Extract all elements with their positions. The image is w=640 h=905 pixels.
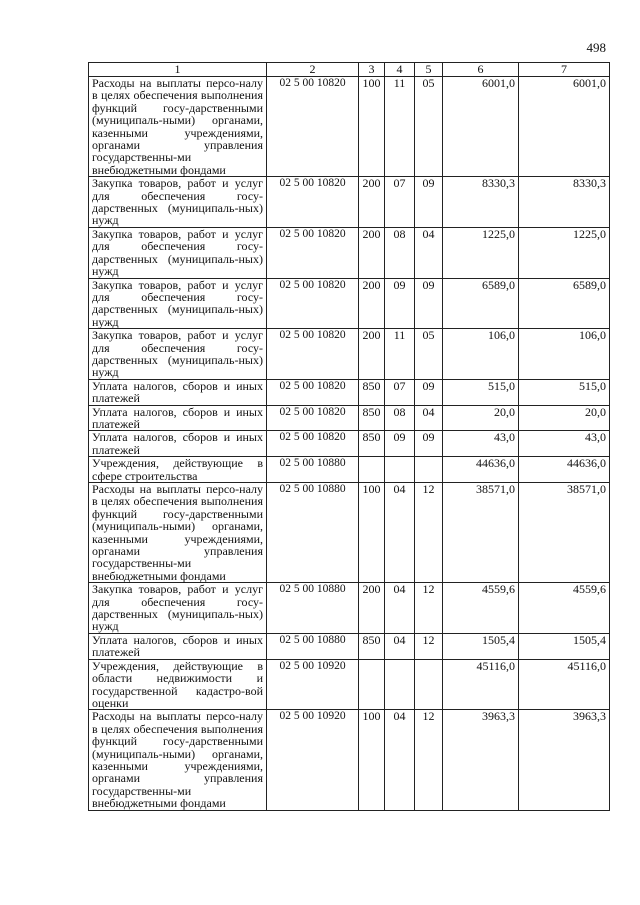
row-col6-value: 38571,0: [443, 483, 519, 583]
row-col6-value: 4559,6: [443, 583, 519, 634]
table-row: [89, 278, 610, 329]
row-col3-cell: [359, 659, 385, 710]
table-row: [89, 405, 610, 431]
page-number: 498: [586, 40, 606, 55]
row-col5-cell: 12: [415, 483, 443, 583]
row-code-cell: 02 5 00 10920: [267, 659, 359, 710]
row-code-cell: 02 5 00 10820: [267, 227, 359, 278]
row-code-cell: 02 5 00 10820: [267, 379, 359, 405]
header-row: [89, 63, 610, 77]
row-col4-cell: [385, 457, 415, 483]
row-col7-value: 3963,3: [519, 710, 610, 810]
table-row: [89, 710, 610, 810]
table-row: [89, 227, 610, 278]
row-col5-cell: 09: [415, 379, 443, 405]
row-col6-value: 6001,0: [443, 77, 519, 177]
row-col5-cell: 04: [415, 405, 443, 431]
row-col5-cell: 04: [415, 227, 443, 278]
row-col4-cell: 07: [385, 177, 415, 228]
row-code-cell: 02 5 00 10880: [267, 483, 359, 583]
header-col-3: 3: [359, 63, 385, 77]
row-col5-cell: 05: [415, 77, 443, 177]
header-col-1: 1: [89, 63, 267, 77]
row-col5-cell: [415, 457, 443, 483]
row-col3-cell: 100: [359, 483, 385, 583]
row-name-cell: Расходы на выплаты персо-налу в целях обеспечения выполнения функций госу-дарственными (муниципаль-ными) органами, казенными учреждениями, органами управления государственны-ми внебюджетными фондами: [89, 710, 267, 810]
row-name-cell: Расходы на выплаты персо-налу в целях обеспечения выполнения функций госу-дарственными (муниципаль-ными) органами, казенными учреждениями, органами управления государственны-ми внебюджетными фондами: [89, 483, 267, 583]
row-col3-cell: 200: [359, 329, 385, 380]
table-row: [89, 77, 610, 177]
table-row: [89, 431, 610, 457]
row-col5-cell: 09: [415, 431, 443, 457]
header-col-7: 7: [519, 63, 610, 77]
header-col-2: 2: [267, 63, 359, 77]
row-col5-cell: 12: [415, 583, 443, 634]
row-col6-value: 6589,0: [443, 278, 519, 329]
row-col7-value: 38571,0: [519, 483, 610, 583]
row-col5-cell: 12: [415, 710, 443, 810]
row-col7-value: 4559,6: [519, 583, 610, 634]
table-row: [89, 633, 610, 659]
row-col3-cell: 200: [359, 278, 385, 329]
row-col4-cell: [385, 659, 415, 710]
row-col3-cell: 200: [359, 583, 385, 634]
row-col6-value: 106,0: [443, 329, 519, 380]
table-row: [89, 457, 610, 483]
row-col5-cell: 05: [415, 329, 443, 380]
row-code-cell: 02 5 00 10820: [267, 278, 359, 329]
row-col7-value: 1225,0: [519, 227, 610, 278]
row-name-cell: Уплата налогов, сборов и иных платежей: [89, 405, 267, 431]
row-name-cell: Закупка товаров, работ и услуг для обеспечения госу-дарственных (муниципаль-ных) нужд: [89, 329, 267, 380]
header-col-4: 4: [385, 63, 415, 77]
row-col7-value: 44636,0: [519, 457, 610, 483]
row-col4-cell: 09: [385, 278, 415, 329]
row-col6-value: 43,0: [443, 431, 519, 457]
row-col5-cell: 09: [415, 278, 443, 329]
row-col4-cell: 09: [385, 431, 415, 457]
row-col4-cell: 04: [385, 583, 415, 634]
row-col7-value: 6589,0: [519, 278, 610, 329]
row-code-cell: 02 5 00 10880: [267, 633, 359, 659]
row-col4-cell: 11: [385, 77, 415, 177]
row-name-cell: Закупка товаров, работ и услуг для обеспечения госу-дарственных (муниципаль-ных) нужд: [89, 227, 267, 278]
row-col3-cell: 100: [359, 77, 385, 177]
budget-table: [88, 62, 610, 811]
row-col6-value: 20,0: [443, 405, 519, 431]
row-col3-cell: 850: [359, 431, 385, 457]
row-code-cell: 02 5 00 10820: [267, 431, 359, 457]
row-col4-cell: 11: [385, 329, 415, 380]
row-col3-cell: 850: [359, 633, 385, 659]
row-col4-cell: 07: [385, 379, 415, 405]
row-name-cell: Уплата налогов, сборов и иных платежей: [89, 379, 267, 405]
row-col3-cell: 850: [359, 379, 385, 405]
row-name-cell: Учреждения, действующие в сфере строительства: [89, 457, 267, 483]
row-name-cell: Расходы на выплаты персо-налу в целях обеспечения выполнения функций госу-дарственными (муниципаль-ными) органами, казенными учреждениями, органами управления государственны-ми внебюджетными фондами: [89, 77, 267, 177]
row-col5-cell: [415, 659, 443, 710]
row-name-cell: Уплата налогов, сборов и иных платежей: [89, 431, 267, 457]
row-code-cell: 02 5 00 10920: [267, 710, 359, 810]
row-col3-cell: 200: [359, 177, 385, 228]
row-col6-value: 8330,3: [443, 177, 519, 228]
row-col3-cell: 850: [359, 405, 385, 431]
row-col4-cell: 04: [385, 633, 415, 659]
row-code-cell: 02 5 00 10820: [267, 177, 359, 228]
row-col4-cell: 08: [385, 405, 415, 431]
row-col3-cell: 200: [359, 227, 385, 278]
row-col4-cell: 08: [385, 227, 415, 278]
row-col7-value: 8330,3: [519, 177, 610, 228]
row-col7-value: 20,0: [519, 405, 610, 431]
row-name-cell: Учреждения, действующие в области недвижимости и государственной кадастро-вой оценки: [89, 659, 267, 710]
row-code-cell: 02 5 00 10880: [267, 457, 359, 483]
row-code-cell: 02 5 00 10880: [267, 583, 359, 634]
row-code-cell: 02 5 00 10820: [267, 329, 359, 380]
row-col6-value: 515,0: [443, 379, 519, 405]
row-name-cell: Уплата налогов, сборов и иных платежей: [89, 633, 267, 659]
table-row: [89, 329, 610, 380]
table-row: [89, 659, 610, 710]
row-col7-value: 1505,4: [519, 633, 610, 659]
table-row: [89, 583, 610, 634]
row-col7-value: 43,0: [519, 431, 610, 457]
row-col5-cell: 09: [415, 177, 443, 228]
table-row: [89, 379, 610, 405]
row-col7-value: 6001,0: [519, 77, 610, 177]
row-name-cell: Закупка товаров, работ и услуг для обеспечения госу-дарственных (муниципаль-ных) нужд: [89, 278, 267, 329]
table-row: [89, 483, 610, 583]
table-row: [89, 177, 610, 228]
row-name-cell: Закупка товаров, работ и услуг для обеспечения госу-дарственных (муниципаль-ных) нужд: [89, 583, 267, 634]
row-col6-value: 1505,4: [443, 633, 519, 659]
row-col3-cell: [359, 457, 385, 483]
row-code-cell: 02 5 00 10820: [267, 405, 359, 431]
row-col4-cell: 04: [385, 710, 415, 810]
row-col5-cell: 12: [415, 633, 443, 659]
row-col3-cell: 100: [359, 710, 385, 810]
row-col6-value: 3963,3: [443, 710, 519, 810]
header-col-6: 6: [443, 63, 519, 77]
row-code-cell: 02 5 00 10820: [267, 77, 359, 177]
row-col6-value: 45116,0: [443, 659, 519, 710]
row-col7-value: 45116,0: [519, 659, 610, 710]
row-col6-value: 1225,0: [443, 227, 519, 278]
header-col-5: 5: [415, 63, 443, 77]
row-name-cell: Закупка товаров, работ и услуг для обеспечения госу-дарственных (муниципаль-ных) нужд: [89, 177, 267, 228]
row-col6-value: 44636,0: [443, 457, 519, 483]
row-col7-value: 106,0: [519, 329, 610, 380]
row-col4-cell: 04: [385, 483, 415, 583]
row-col7-value: 515,0: [519, 379, 610, 405]
